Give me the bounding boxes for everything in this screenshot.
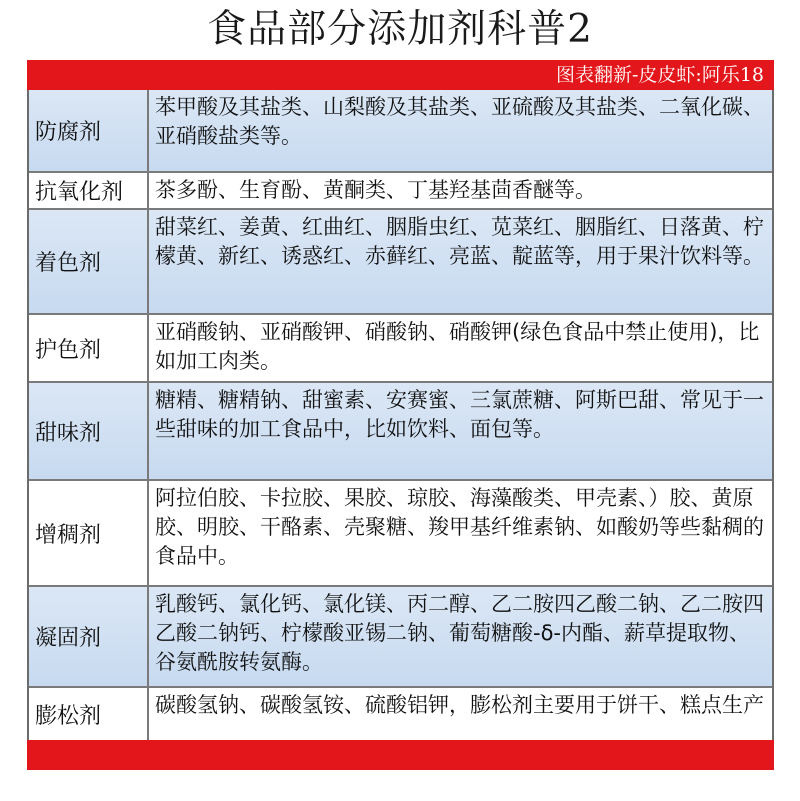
row-content: 糖精、糖精钠、甜蜜素、安赛蜜、三氯蔗糖、阿斯巴甜、常见于一些甜味的加工食品中，比如饮料、面包等。 (155, 388, 764, 441)
row-label: 着色剂 (29, 210, 149, 313)
table-row (29, 315, 772, 383)
row-label: 防腐剂 (29, 90, 149, 171)
row-content: 乳酸钙、氯化钙、氯化镁、丙二醇、乙二胺四乙酸二钠、乙二胺四乙酸二钠钙、柠檬酸亚锡二钠、葡萄糖酸-δ-内酯、薪草提取物、谷氨酰胺转氨酶。 (155, 592, 764, 674)
table-row (29, 90, 772, 173)
table-row (29, 383, 772, 481)
row-content: 茶多酚、生育酚、黄酮类、丁基羟基茴香醚等。 (155, 178, 596, 202)
row-label: 凝固剂 (29, 587, 149, 686)
table-row (29, 481, 772, 587)
row-content: 甜菜红、姜黄、红曲红、胭脂虫红、苋菜红、胭脂红、日落黄、柠檬黄、新红、诱惑红、赤藓红、亮蓝、靛蓝等，用于果汁饮料等。 (155, 215, 764, 268)
header-band (27, 60, 774, 90)
additives-table (27, 90, 774, 740)
row-content: 苯甲酸及其盐类、山梨酸及其盐类、亚硫酸及其盐类、二氧化碳、亚硝酸盐类等。 (155, 95, 764, 148)
table-row (29, 210, 772, 315)
row-content: 亚硝酸钠、亚硝酸钾、硝酸钠、硝酸钾(绿色食品中禁止使用)，比如加工肉类。 (155, 320, 760, 373)
row-content: 阿拉伯胶、卡拉胶、果胶、琼胶、海藻酸类、甲壳素、）胶、黄原胶、明胶、干酪素、壳聚糖、羧甲基纤维素钠、如酸奶等些黏稠的食品中。 (155, 486, 764, 568)
table-row (29, 587, 772, 688)
table-row (29, 688, 772, 740)
credit-text: 图表翻新-皮皮虾:阿乐18 (556, 64, 764, 86)
row-label: 增稠剂 (29, 481, 149, 585)
row-content: 碳酸氢钠、碳酸氢铵、硫酸铝钾，膨松剂主要用于饼干、糕点生产 (155, 693, 764, 717)
row-label: 膨松剂 (29, 688, 149, 740)
row-label: 甜味剂 (29, 383, 149, 479)
table-row (29, 173, 772, 210)
page-title: 食品部分添加剂科普2 (207, 7, 593, 52)
footer-band (27, 740, 774, 770)
row-label: 护色剂 (29, 315, 149, 381)
row-label: 抗氧化剂 (29, 173, 149, 208)
